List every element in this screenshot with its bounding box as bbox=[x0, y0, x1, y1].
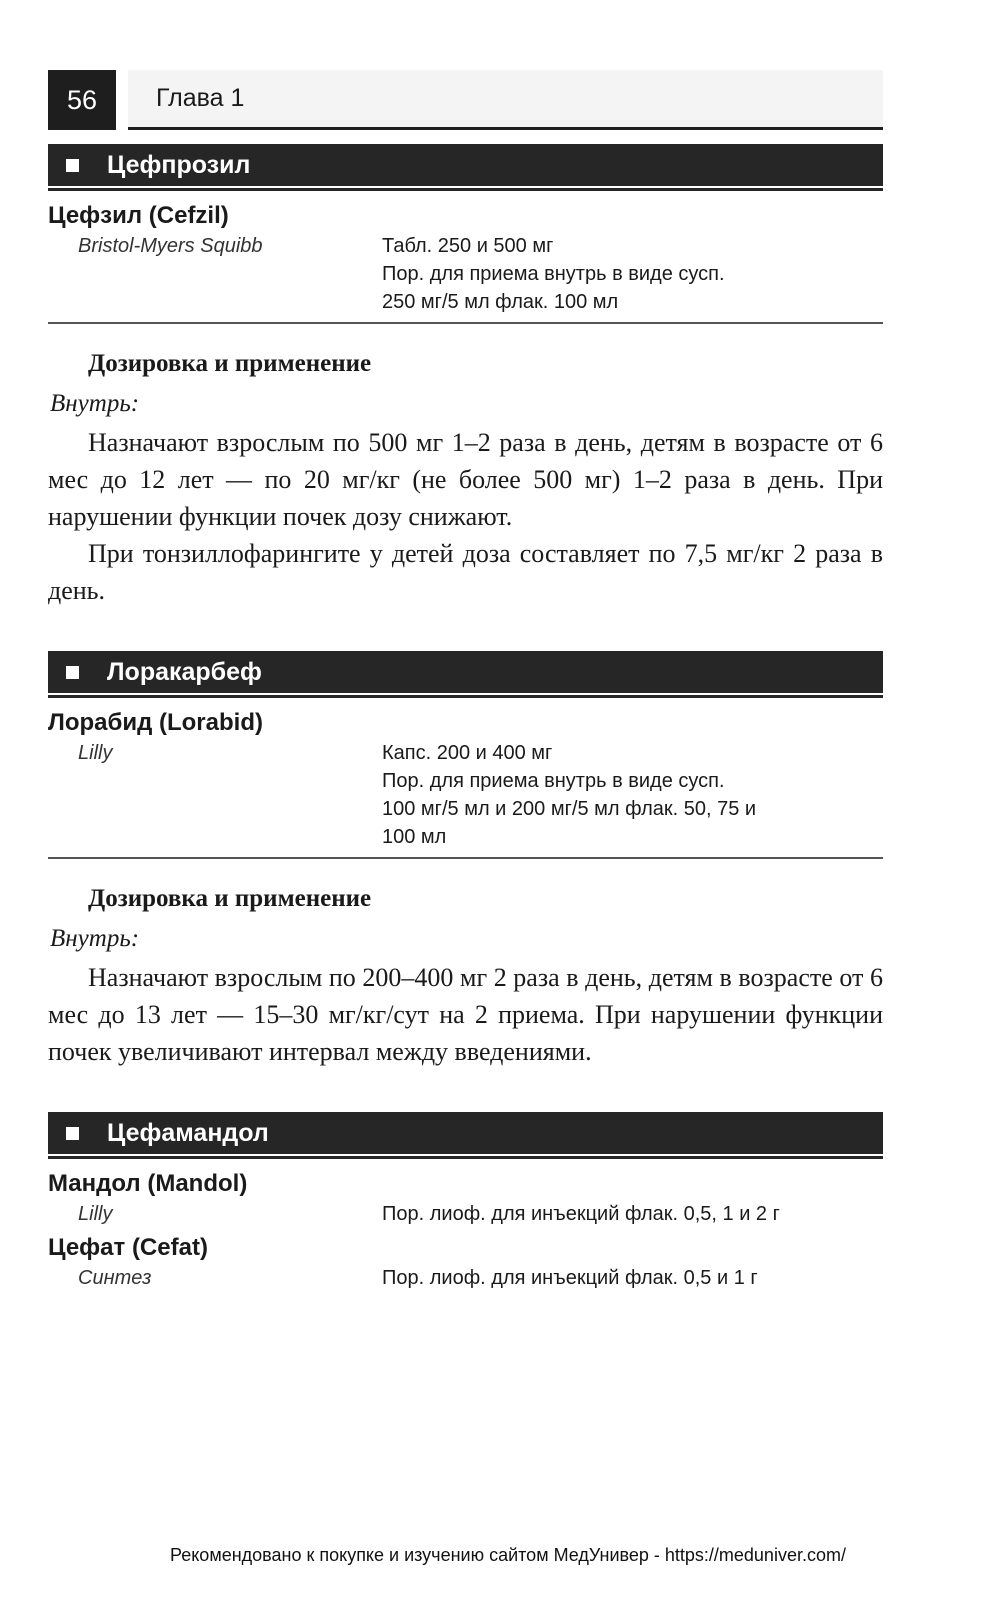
chapter-title: Глава 1 bbox=[128, 70, 883, 130]
square-bullet-icon bbox=[66, 1127, 79, 1140]
manufacturer: Lilly bbox=[78, 1203, 113, 1225]
dosage-paragraph: При тонзиллофарингите у детей доза составляет по 7,5 мг/кг 2 раза в день. bbox=[48, 539, 883, 605]
square-bullet-icon bbox=[66, 666, 79, 679]
form-line: Капс. 200 и 400 мг bbox=[382, 742, 553, 764]
form-line: Пор. для приема внутрь в виде сусп. bbox=[382, 770, 725, 792]
manufacturer: Lilly bbox=[78, 742, 113, 764]
form-line: Табл. 250 и 500 мг bbox=[382, 235, 554, 257]
footer-note: Рекомендовано к покупке и изучению сайтом МедУнивер - https://meduniver.com/ bbox=[170, 1545, 846, 1565]
form-line: 100 мг/5 мл и 200 мг/5 мл флак. 50, 75 и bbox=[382, 798, 757, 820]
dosage-forms: Пор. лиоф. для инъекций флак. 0,5, 1 и 2 г bbox=[382, 1203, 780, 1225]
dosage-section bbox=[48, 859, 883, 1070]
section-title: Лоракарбеф bbox=[107, 657, 262, 686]
section-header-cefprozil bbox=[48, 144, 883, 188]
drug-name: Цефзил (Cefzil) bbox=[48, 202, 229, 229]
manufacturer: Синтез bbox=[78, 1267, 152, 1289]
square-bullet-icon bbox=[66, 159, 79, 172]
form-line: 100 мл bbox=[382, 826, 447, 848]
dosage-heading: Дозировка и применение bbox=[88, 885, 372, 912]
section-header-cefamandole bbox=[48, 1112, 883, 1156]
route-label: Внутрь: bbox=[50, 390, 140, 417]
drug-name: Цефат (Cefat) bbox=[48, 1234, 208, 1261]
drug-entry bbox=[48, 192, 883, 324]
dosage-paragraph: Назначают взрослым по 200–400 мг 2 раза в день, детям в возрасте от 6 мес до 13 лет — 15–30 мг/кг/сут на 2 приема. При нарушении функции почек увеличивают интервал между введениями. bbox=[48, 963, 883, 1066]
form-line: Пор. для приема внутрь в виде сусп. bbox=[382, 263, 725, 285]
section-title: Цефамандол bbox=[107, 1118, 269, 1147]
dosage-forms: Пор. лиоф. для инъекций флак. 0,5 и 1 г bbox=[382, 1267, 758, 1289]
book-page bbox=[48, 70, 883, 1292]
drug-list bbox=[48, 1160, 883, 1292]
page-header bbox=[48, 70, 883, 130]
dosage-paragraph: Назначают взрослым по 500 мг 1–2 раза в день, детям в возрасте от 6 мес до 12 лет — по 20 мг/кг (не более 500 мг) 1–2 раза в день. При нарушении функции почек дозу снижают. bbox=[48, 428, 883, 531]
section-title: Цефпрозил bbox=[107, 150, 251, 179]
form-line: 250 мг/5 мл флак. 100 мл bbox=[382, 291, 619, 313]
drug-name: Лорабид (Lorabid) bbox=[48, 709, 263, 736]
dosage-forms bbox=[382, 739, 883, 851]
drug-name: Мандол (Mandol) bbox=[48, 1170, 248, 1197]
drug-entry bbox=[48, 699, 883, 859]
dosage-forms bbox=[382, 232, 883, 316]
manufacturer: Bristol-Myers Squibb bbox=[78, 235, 263, 257]
dosage-heading: Дозировка и применение bbox=[88, 350, 372, 377]
route-label: Внутрь: bbox=[50, 925, 140, 952]
section-header-loracarbef bbox=[48, 651, 883, 695]
dosage-section bbox=[48, 324, 883, 609]
page-number: 56 bbox=[48, 70, 116, 130]
